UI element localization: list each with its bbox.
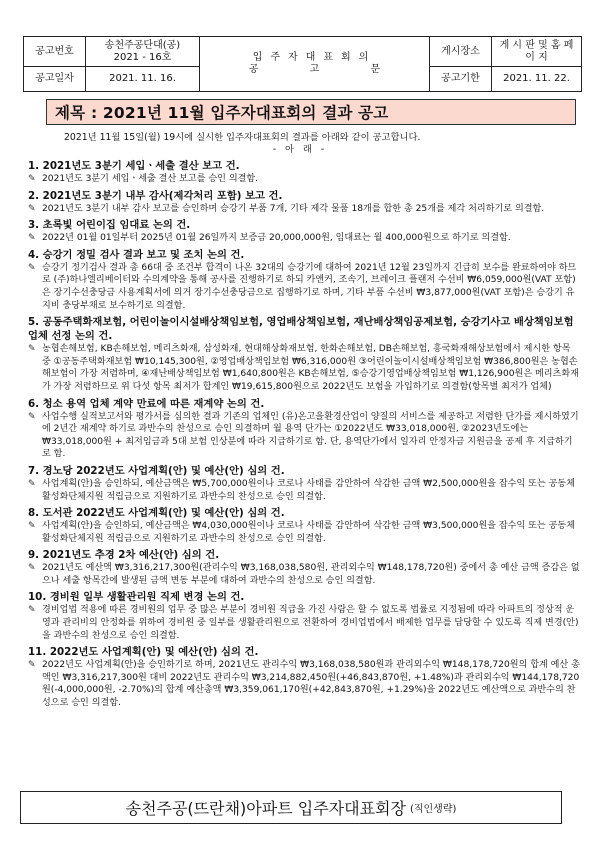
agenda-item — [20, 159, 580, 186]
agenda-heading: 2. 2021년도 3분기 내부 감사(제각처리 포함) 보고 건. — [28, 189, 283, 202]
notice-no: 송천주공단대(공) 2021 - 16호 — [86, 37, 200, 67]
agenda-result — [28, 478, 580, 503]
agenda-list — [20, 159, 580, 710]
doc-title-line1: 입주자대표회의 — [252, 52, 377, 63]
agenda-heading: 1. 2021년도 3분기 세입ㆍ세출 결산 보고 건. — [28, 160, 240, 172]
agenda-result — [28, 203, 580, 216]
agenda-result-text: 승강기 정기검사 결과 총 66대 중 조건부 합격이 나온 32대의 승강기에 대하여 2021년 12월 23일까지 긴급히 보수를 완료하여야 하므로 (주)하나엘리베이터와 수의계약을 통해 공사를 진행하기로 하되 카앤커, 조속기, 브레이크 플랜저 수선비 ₩6,059,000원(VAT 포함)은 장기수선충당금 사용계획서에 의거 장기수선충당금으로 집행하기로 하며, 기타 부품 수선비 ₩3,877,000원(VAT 포함)은 승강기 유지비 충당부채로 보수하기로 의결함. — [42, 262, 577, 311]
agenda-result-text: 2021년도 예산액 ₩3,316,217,300원(관리수익 ₩3,168,038,580원, 관리외수익 ₩148,178,720원) 중에서 총 예산 금액 증감은 없으나 세출 항목간에 발생된 금액 변동 부분에 대하여 과반수의 찬성으로 승인 의결함. — [42, 563, 580, 586]
pencil-icon: ✎ — [28, 411, 36, 422]
pencil-icon: ✎ — [28, 344, 36, 355]
notice-period: 2021. 11. 22. — [492, 67, 582, 92]
agenda-result — [28, 173, 580, 186]
agenda-item — [20, 189, 580, 216]
footer-text: 송천주공(뜨란채)아파트 입주자대표회장 — [125, 799, 406, 818]
doc-title — [200, 37, 430, 92]
agenda-result-text: 사업계획(안)을 승인하되, 예산금액은 ₩5,700,000원이나 코로나 사태를 감안하여 삭감한 금액 ₩2,500,000원을 잡수익 또는 공동체활성화단체지원 적립금으로 지원하기로 과반수의 찬성으로 승인 의결함. — [42, 478, 575, 502]
agenda-result — [28, 659, 580, 709]
agenda-heading: 9. 2021년도 추경 2차 예산(안) 심의 건. — [28, 549, 220, 562]
pencil-icon: ✎ — [28, 262, 36, 273]
pencil-icon: ✎ — [28, 563, 36, 574]
label-place: 게시장소 — [430, 37, 492, 67]
agenda-item — [20, 548, 580, 587]
agenda-result-text: 2022년도 사업계획(안)을 승인하기로 하며, 2021년도 관리수익 ₩3,168,038,580원과 관리외수익 ₩148,178,720원의 합계 예산 총액인 ₩3,316,217,300원 대비 2022년도 관리수익 ₩3,214,882,450원(+46,843,870원, +1.48%)과 관리외수익 ₩144,178,720원(-4,000,000원, -2.70%)의 합계 예산총액 ₩3,359,061,170원(+42,843,870원, +1.29%)을 2022년도 예산액으로 과반수의 찬성으로 승인 의결함. — [42, 660, 580, 709]
agenda-heading: 11. 2022년도 사업계획(안) 및 예산(안) 심의 건. — [28, 646, 259, 659]
agenda-result — [28, 411, 580, 461]
agenda-heading: 3. 초록빛 어린이집 임대료 논의 건. — [28, 219, 191, 232]
agenda-result-text: 농협손해보험, KB손해보험, 메리츠화재, 삼성화재, 현대해상화재보험, 한화손해보험, DB손해보험, 흥국화재해상보험에서 제시한 항목 중 ①공동주택화재보험 ₩10,145,300원, ②영업배상책임보험 ₩6,316,000원 ③어린이놀이시설배상책임보험 ₩386,800원은 농협손해보험이 가장 저렴하며, ④재난배상책임보험 ₩1,640,800원은 KB손해보험, ⑤승강기영업배상책임보험 ₩1,126,900원은 메리츠화재가 가장 저렴하므로 위 다섯 항목 최저가 합계인 ₩19,615,800원으로 2022년도 보험을 가입하기로 의결함(항목별 최저가 업체) — [42, 344, 579, 392]
agenda-result-text: 사업수행 실적보고서와 평가서를 심의한 결과 기존의 업체인 (유)온고을환경산업이 양질의 서비스를 제공하고 저렴한 단가를 제시하였기에 2년간 재계약 하기로 과반수의 찬성으로 승인 의결하며 월 용역 단가는 ①2022년도 ₩33,018,000원, ②2023년도에는 ₩33,018,000원 + 최저임금과 5대 보험 인상분에 따라 지급하기로 함. 단, 용역단가에서 일자리 안정자금 지원금을 공제 후 지급하기로 함. — [42, 411, 579, 460]
doc-title-line2: 공 고 문 — [248, 64, 381, 75]
pencil-icon: ✎ — [28, 605, 36, 616]
pencil-icon: ✎ — [28, 478, 36, 489]
agenda-heading: 10. 경비원 일부 생활관리원 직제 변경 논의 건. — [28, 591, 245, 604]
agenda-result-text: 경비업법 적용에 따른 경비원의 업무 중 많은 부분이 경비원 직급을 가진 사람은 할 수 없도록 법률로 지정됨에 따라 아파트의 정상적 운영과 관리비의 안정화를 위하여 경비원 중 일부를 생활관리원으로 전환하여 경비업법에서 배제한 업무를 담당할 수 있도록 직제 변경(안)을 과반수의 찬성으로 승인 의결함. — [42, 605, 579, 641]
agenda-item — [20, 590, 580, 642]
agenda-result-text: 2021년도 3분기 내부 감사 보고를 승인하며 승강기 부품 7개, 기타 제각 물품 18개를 합한 총 25개를 제각 처리하기로 의결함. — [42, 203, 545, 214]
center-mark: - 아 래 - — [272, 144, 328, 155]
title-box — [46, 99, 576, 125]
agenda-result — [28, 232, 580, 245]
pencil-icon: ✎ — [28, 174, 36, 184]
agenda-item — [20, 464, 580, 503]
agenda-heading: 6. 청소 용역 업체 계약 만료에 따른 재계약 논의 건. — [28, 397, 265, 410]
agenda-result-text: 2022년 01월 01일부터 2025년 01월 26일까지 보증금 20,000,000원, 임대료는 월 400,000원으로 하기로 의결함. — [42, 233, 511, 244]
agenda-heading: 8. 도서관 2022년도 사업계획(안) 및 예산(안) 심의 건. — [28, 507, 285, 520]
notice-date: 2021. 11. 16. — [86, 67, 200, 92]
notice-title: 제목 : 2021년 11월 입주자대표회의 결과 공고 — [55, 104, 389, 122]
footer-box — [20, 791, 562, 824]
agenda-heading: 5. 공동주택화재보험, 어린이놀이시설배상책임보험, 영업배상책임보험, 재난배상책임공제보험, 승강기사고 배상책임보험 업체 선정 논의 건. — [28, 316, 574, 343]
post-place: 게 시 판 및 홈 페 이 지 — [492, 37, 582, 67]
agenda-item — [20, 506, 580, 545]
agenda-result — [28, 262, 580, 312]
pencil-icon: ✎ — [28, 203, 36, 214]
agenda-result-text: 사업계획(안)을 승인하되, 예산금액은 ₩4,030,000원이나 코로나 사태를 감안하여 삭감한 금액 ₩3,500,000원을 잡수익 또는 공동체활성화단체지원 적립금으로 지원하기로 과반수의 찬성으로 승인 의결함. — [42, 521, 575, 544]
agenda-result — [28, 520, 580, 545]
intro-text: 2021년 11월 15일(월) 19시에 실시한 입주자대표회의 결과를 아래와 같이 공고합니다. — [64, 132, 421, 143]
label-notice-no: 공고번호 — [24, 37, 86, 67]
label-date: 공고일자 — [24, 67, 86, 92]
seal-note: (직인생략) — [409, 804, 457, 815]
agenda-heading: 4. 승강기 정밀 검사 결과 보고 및 조치 논의 건. — [28, 248, 245, 261]
pencil-icon: ✎ — [28, 521, 36, 532]
header-table — [23, 36, 582, 92]
agenda-result — [28, 562, 580, 587]
agenda-heading: 7. 경노당 2022년도 사업계획(안) 및 예산(안) 심의 건. — [28, 464, 285, 477]
agenda-item — [20, 218, 580, 245]
agenda-result — [28, 343, 580, 393]
pencil-icon: ✎ — [28, 660, 36, 671]
pencil-icon: ✎ — [28, 233, 36, 244]
agenda-item — [20, 315, 580, 393]
agenda-item — [20, 397, 580, 461]
label-period: 공고기한 — [430, 67, 492, 92]
agenda-item — [20, 645, 580, 709]
agenda-result — [28, 604, 580, 642]
agenda-item — [20, 248, 580, 312]
agenda-result-text: 2021년도 3분기 세입ㆍ세출 결산 보고를 승인 의결함. — [42, 174, 259, 184]
